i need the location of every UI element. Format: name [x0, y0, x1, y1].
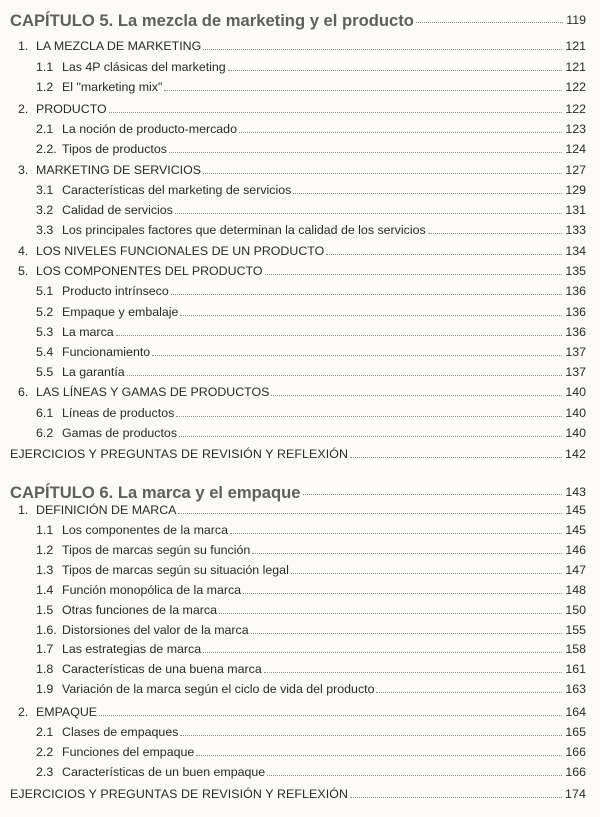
- toc-entry: [36, 300, 586, 320]
- page-number: 166: [565, 765, 586, 779]
- entry-number: 5.: [18, 264, 29, 278]
- page-number: 165: [565, 725, 586, 739]
- dot-leader: [243, 592, 562, 594]
- exercises-entry: [10, 442, 586, 462]
- toc-entry: [36, 137, 586, 157]
- entry-number: 6.1: [36, 406, 54, 420]
- page-number: 163: [565, 682, 586, 696]
- toc-entry: [18, 700, 586, 720]
- page-number: 131: [565, 203, 586, 217]
- toc-entry: [36, 760, 586, 780]
- dot-leader: [169, 151, 562, 153]
- entry-number: 1.5: [36, 603, 54, 617]
- entry-number: 1.8: [36, 662, 54, 676]
- page-number: 122: [565, 80, 586, 94]
- page-number: 121: [565, 60, 586, 74]
- page-number: 164: [565, 705, 586, 719]
- entry-number: 2.1: [36, 122, 54, 136]
- toc-entry: [36, 421, 586, 441]
- toc-entry: [18, 34, 586, 54]
- entry-number: 1.7: [36, 642, 54, 656]
- entry-number: 6.: [18, 385, 29, 399]
- dot-leader: [416, 21, 563, 23]
- toc-entry: [18, 380, 586, 400]
- entry-title: Tipos de marcas según su situación legal: [62, 563, 289, 577]
- entry-number: 2.2: [36, 745, 54, 759]
- toc-entry: [36, 637, 586, 657]
- toc-entry: [36, 320, 586, 340]
- dot-leader: [265, 273, 563, 275]
- toc-entry: [36, 657, 586, 677]
- page-number: 140: [565, 385, 586, 399]
- dot-leader: [180, 314, 562, 316]
- page-number: 121: [565, 39, 586, 53]
- toc-entry: [36, 401, 586, 421]
- entry-number: 2.3: [36, 765, 54, 779]
- page-number: 158: [565, 642, 586, 656]
- entry-number: 1.6.: [36, 623, 57, 637]
- exercises-entry: [10, 782, 586, 802]
- page-number: 161: [565, 662, 586, 676]
- entry-title: Tipos de productos: [62, 142, 167, 156]
- page-number: 133: [565, 223, 586, 237]
- dot-leader: [326, 253, 562, 255]
- page-number: 174: [565, 787, 586, 801]
- entry-title: Características de un buen empaque: [62, 765, 266, 779]
- entry-number: 2.: [18, 705, 29, 719]
- dot-leader: [178, 512, 562, 514]
- toc-entry: [36, 360, 586, 380]
- toc-entry: [18, 259, 586, 279]
- page-number: 136: [565, 284, 586, 298]
- entry-title: Las estrategias de marca: [62, 642, 202, 656]
- dot-leader: [196, 754, 562, 756]
- entry-number: 2.: [18, 102, 29, 116]
- entry-title: LAS LÍNEAS Y GAMAS DE PRODUCTOS: [36, 385, 270, 399]
- entry-number: 3.1: [36, 183, 54, 197]
- page-number: 129: [565, 183, 586, 197]
- entry-title: DEFINICIÓN DE MARCA: [36, 503, 177, 517]
- dot-leader: [176, 415, 562, 417]
- entry-number: 5.3: [36, 325, 54, 339]
- dot-leader: [252, 552, 562, 554]
- entry-title: La noción de producto-mercado: [62, 122, 237, 136]
- entry-number: 1.2: [36, 80, 54, 94]
- dot-leader: [99, 714, 562, 716]
- dot-leader: [219, 612, 562, 614]
- entry-title: Clases de empaques: [62, 725, 179, 739]
- entry-number: 2.2.: [36, 142, 57, 156]
- dot-leader: [239, 131, 562, 133]
- dot-leader: [127, 374, 563, 376]
- toc-entry: [18, 239, 586, 259]
- dot-leader: [179, 435, 562, 437]
- entry-number: 4.: [18, 244, 29, 258]
- entry-title: Las 4P clásicas del marketing: [62, 60, 226, 74]
- dot-leader: [303, 493, 563, 495]
- entry-title: Gamas de productos: [62, 426, 178, 440]
- entry-title: EJERCICIOS Y PREGUNTAS DE REVISIÓN Y REFLEXIÓN: [10, 787, 349, 801]
- entry-number: 6.2: [36, 426, 54, 440]
- toc-entry: [36, 720, 586, 740]
- entry-title: CAPÍTULO 6. La marca y el empaque: [10, 483, 301, 502]
- entry-number: 5.5: [36, 365, 54, 379]
- dot-leader: [203, 48, 562, 50]
- dot-leader: [376, 691, 562, 693]
- entry-title: LOS COMPONENTES DEL PRODUCTO: [36, 264, 263, 278]
- entry-title: MARKETING DE SERVICIOS: [36, 163, 202, 177]
- toc-entry: [36, 740, 586, 760]
- entry-title: EJERCICIOS Y PREGUNTAS DE REVISIÓN Y REFLEXIÓN: [10, 447, 349, 461]
- entry-number: 5.4: [36, 345, 54, 359]
- entry-number: 1.1: [36, 60, 54, 74]
- dot-leader: [164, 89, 562, 91]
- entry-number: 1.2: [36, 543, 54, 557]
- page-number: 166: [565, 745, 586, 759]
- dot-leader: [271, 394, 562, 396]
- entry-title: Líneas de productos: [62, 406, 175, 420]
- dot-leader: [171, 293, 563, 295]
- toc-entry: [36, 55, 586, 75]
- dot-leader: [251, 632, 563, 634]
- entry-number: 5.1: [36, 284, 54, 298]
- entry-title: Características del marketing de servicios: [62, 183, 292, 197]
- toc-entry: [36, 117, 586, 137]
- toc-entry: [36, 340, 586, 360]
- dot-leader: [203, 172, 562, 174]
- entry-title: LOS NIVELES FUNCIONALES DE UN PRODUCTO: [36, 244, 325, 258]
- chapter-heading: [10, 4, 586, 28]
- page-number: 150: [565, 603, 586, 617]
- toc-entry: [36, 558, 586, 578]
- entry-title: Los principales factores que determinan la calidad de los servicios: [62, 223, 426, 237]
- toc-entry: [36, 279, 586, 299]
- dot-leader: [350, 456, 562, 458]
- entry-number: 1.3: [36, 563, 54, 577]
- toc-entry: [36, 75, 586, 95]
- dot-leader: [291, 572, 562, 574]
- page-number: 136: [565, 325, 586, 339]
- page-number: 148: [565, 583, 586, 597]
- page-number: 127: [565, 163, 586, 177]
- page-number: 145: [565, 523, 586, 537]
- page-number: 137: [565, 365, 586, 379]
- entry-number: 1.4: [36, 583, 54, 597]
- entry-title: Otras funciones de la marca: [62, 603, 217, 617]
- entry-title: LA MEZCLA DE MARKETING: [36, 39, 202, 53]
- toc-entry: [36, 518, 586, 538]
- entry-title: EMPAQUE: [36, 705, 98, 719]
- page-number: 119: [566, 13, 586, 27]
- toc-entry: [36, 578, 586, 598]
- dot-leader: [230, 532, 562, 534]
- entry-title: PRODUCTO: [36, 102, 107, 116]
- page-number: 124: [565, 142, 586, 156]
- toc-entry: [36, 218, 586, 238]
- page-number: 136: [565, 305, 586, 319]
- entry-number: 1.9: [36, 682, 54, 696]
- dot-leader: [109, 111, 563, 113]
- entry-number: 1.: [18, 503, 29, 517]
- dot-leader: [350, 796, 562, 798]
- page-number: 147: [565, 563, 586, 577]
- entry-title: Empaque y embalaje: [62, 305, 179, 319]
- entry-title: El "marketing mix": [62, 80, 163, 94]
- entry-title: La garantía: [62, 365, 125, 379]
- page-number: 140: [565, 426, 586, 440]
- toc-entry: [18, 97, 586, 117]
- dot-leader: [267, 774, 562, 776]
- dot-leader: [152, 354, 562, 356]
- toc-entry: [36, 677, 586, 697]
- dot-leader: [428, 232, 563, 234]
- entry-number: 5.2: [36, 305, 54, 319]
- page-number: 134: [565, 244, 586, 258]
- entry-title: Producto intrínseco: [62, 284, 169, 298]
- page-number: 137: [565, 345, 586, 359]
- page-number: 140: [565, 406, 586, 420]
- entry-title: Funciones del empaque: [62, 745, 195, 759]
- toc-entry: [18, 498, 586, 518]
- entry-title: CAPÍTULO 5. La mezcla de marketing y el producto: [10, 11, 414, 30]
- dot-leader: [180, 734, 562, 736]
- page-number: 155: [565, 623, 586, 637]
- entry-number: 2.1: [36, 725, 54, 739]
- dot-leader: [228, 69, 563, 71]
- entry-title: La marca: [62, 325, 114, 339]
- chapter-heading: [10, 476, 586, 500]
- entry-title: Calidad de servicios: [62, 203, 173, 217]
- entry-title: Características de una buena marca: [62, 662, 262, 676]
- page-number: 145: [565, 503, 586, 517]
- toc-entry: [36, 538, 586, 558]
- entry-number: 3.2: [36, 203, 54, 217]
- entry-number: 3.: [18, 163, 29, 177]
- page-number: 122: [565, 102, 586, 116]
- toc-entry: [36, 618, 586, 638]
- dot-leader: [293, 192, 562, 194]
- page-number: 135: [565, 264, 586, 278]
- dot-leader: [175, 212, 562, 214]
- dot-leader: [116, 334, 563, 336]
- entry-number: 1.: [18, 39, 29, 53]
- toc-entry: [36, 178, 586, 198]
- toc-entry: [36, 598, 586, 618]
- entry-title: Tipos de marcas según su función: [62, 543, 251, 557]
- toc-entry: [36, 198, 586, 218]
- entry-title: Función monopólica de la marca: [62, 583, 242, 597]
- dot-leader: [203, 651, 562, 653]
- entry-number: 1.1: [36, 523, 54, 537]
- dot-leader: [264, 671, 563, 673]
- page-number: 123: [565, 122, 586, 136]
- page-number: 143: [565, 485, 586, 499]
- entry-title: Variación de la marca según el ciclo de vida del producto: [62, 682, 375, 696]
- entry-title: Distorsiones del valor de la marca: [62, 623, 249, 637]
- toc-entry: [18, 158, 586, 178]
- entry-title: Los componentes de la marca: [62, 523, 228, 537]
- page-number: 146: [565, 543, 586, 557]
- page-number: 142: [565, 447, 586, 461]
- entry-number: 3.3: [36, 223, 54, 237]
- entry-title: Funcionamiento: [62, 345, 151, 359]
